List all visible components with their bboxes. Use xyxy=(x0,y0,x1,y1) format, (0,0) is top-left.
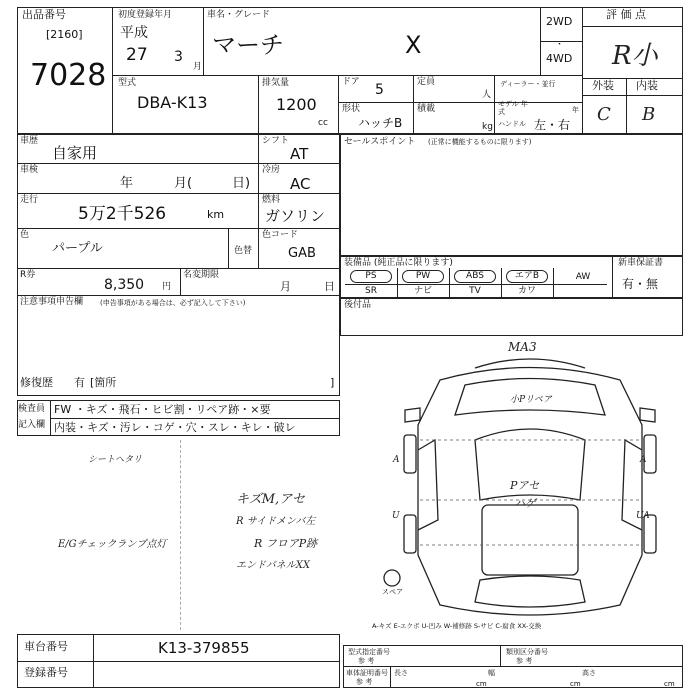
shift-value: AT xyxy=(290,145,309,163)
dealer-label: ディーラー・並行 xyxy=(500,80,556,88)
displacement-unit: cc xyxy=(318,118,328,128)
grade-score-label: 評 価 点 xyxy=(606,8,646,21)
note-scratch: キズM,アセ xyxy=(236,492,306,507)
class-label: 類別区分番号 xyxy=(506,648,548,656)
color-value: パープル xyxy=(52,241,103,256)
shape: ハッチB xyxy=(358,116,403,130)
repair-label: 修復歴 xyxy=(20,376,53,389)
recycle-unit: 円 xyxy=(162,282,172,292)
after-label: 後付品 xyxy=(344,300,372,310)
era: 平成 xyxy=(120,25,148,41)
equip-ps: PS xyxy=(350,270,392,283)
color-code-label: 色コード xyxy=(262,230,299,240)
history-label: 車歴 xyxy=(20,136,39,146)
cert-label: 車体証明番号 xyxy=(346,669,388,677)
capacity-unit: 人 xyxy=(482,90,492,100)
year-unit: 年 xyxy=(572,106,579,114)
lot-number: 7028 xyxy=(30,58,107,93)
color-label: 色 xyxy=(20,230,30,240)
lot-label: 出品番号 xyxy=(22,8,66,21)
width-unit: cm xyxy=(570,680,581,688)
car-grade: X xyxy=(405,31,422,59)
damage-legend: A-キズ E-エクボ U-凹み W-補修跡 S-サビ C-腐食 XX-交換 xyxy=(372,622,542,630)
color-change-label: 色替 xyxy=(234,246,253,256)
model-cert-label: 型式指定番号 xyxy=(348,648,390,656)
door-label: ドア xyxy=(342,77,360,87)
equip-tv: TV xyxy=(469,286,481,296)
new-warranty-label: 新車保証書 xyxy=(618,258,664,268)
repair-value: 有 xyxy=(74,376,85,389)
after-box xyxy=(340,298,683,336)
inspector-row-2: 内装・キズ・汚レ・コゲ・穴・スレ・キレ・破レ xyxy=(54,421,296,434)
inspection-month: 月( xyxy=(174,176,193,191)
length-unit: cm xyxy=(476,680,487,688)
reg-number-label: 登録番号 xyxy=(24,666,68,679)
history-value: 自家用 xyxy=(52,144,98,162)
sales-sub: (正常に機能するものに限ります) xyxy=(428,138,532,146)
handle-value: 左・右 xyxy=(534,118,571,132)
diag-mark-u-left: U xyxy=(392,511,400,521)
reg-year: 27 xyxy=(126,45,148,65)
ac-value: AC xyxy=(290,175,311,193)
load-unit: kg xyxy=(482,122,493,132)
diag-top-note: MA3 xyxy=(508,340,537,354)
mileage-unit: km xyxy=(207,208,225,221)
car-name-label: 車名・グレード xyxy=(207,10,271,20)
recycle-label: R券 xyxy=(20,270,36,280)
shift-label: シフト xyxy=(262,136,290,146)
notes-sub: (申告事項がある場合は、必ず記入して下さい) xyxy=(100,299,246,307)
lot-sub: [2160] xyxy=(46,28,83,41)
width-label: 幅 xyxy=(488,669,495,677)
note-end-panel: エンドパネルXX xyxy=(236,560,311,571)
dot-sep: ・ xyxy=(555,40,565,50)
note-seat-wear: シートヘタリ xyxy=(88,455,143,465)
interior-score: B xyxy=(642,104,656,125)
reg-month-unit: 月 xyxy=(193,62,203,72)
fuel-label: 燃料 xyxy=(262,195,281,205)
height-unit: cm xyxy=(664,680,675,688)
recycle-value: 8,350 xyxy=(104,277,145,293)
diag-mark-a-left-1: A xyxy=(393,455,400,465)
shape-label: 形状 xyxy=(342,104,361,114)
equip-airbag: エアB xyxy=(506,270,548,283)
exterior-label: 外装 xyxy=(592,79,614,92)
grade-score: R小 xyxy=(612,41,658,71)
doors: 5 xyxy=(375,82,384,98)
diag-upper-note: 小Pリペア xyxy=(510,395,552,405)
cert-sub: 参 考 xyxy=(356,678,373,686)
reg-month: 3 xyxy=(174,49,183,65)
model-cert-sub: 参 考 xyxy=(358,657,375,665)
model-year-label: モデル 年式 xyxy=(498,100,528,116)
load-label: 積載 xyxy=(417,104,436,114)
equip-navi: ナビ xyxy=(413,286,432,296)
note-engine-lamp: E/Gチェックランプ点灯 xyxy=(58,539,167,550)
note-floor: R フロアP跡 xyxy=(254,537,318,550)
note-side-member: R サイドメンバ左 xyxy=(236,516,316,527)
car-name: マーチ xyxy=(212,31,284,59)
equip-aw: AW xyxy=(575,272,591,282)
first-reg-label: 初度登録年月 xyxy=(118,10,173,20)
model-label: 型式 xyxy=(118,78,137,88)
model-code: DBA-K13 xyxy=(137,93,208,112)
capacity-label: 定員 xyxy=(417,77,436,87)
length-label: 長さ xyxy=(394,669,408,677)
diag-spare: スペア xyxy=(382,588,403,596)
diag-mark-ua-right: UA xyxy=(636,511,650,521)
name-change-day: 日 xyxy=(324,280,335,293)
equip-abs: ABS xyxy=(454,270,496,283)
equip-pw: PW xyxy=(402,270,444,283)
repair-bracket: [箇所 xyxy=(90,376,117,389)
exterior-score: C xyxy=(597,104,611,125)
inspector-label-1: 検査員 xyxy=(18,404,46,414)
diag-center-note-1: Pアセ xyxy=(510,479,540,492)
inspection-day: 日) xyxy=(232,176,251,191)
notes-label: 注意事項申告欄 xyxy=(20,297,84,307)
equip-leather: カワ xyxy=(517,286,536,296)
inspection-label: 車検 xyxy=(20,165,39,175)
sales-label: セールスポイント xyxy=(344,137,416,147)
color-code: GAB xyxy=(288,246,316,261)
class-sub: 参 考 xyxy=(516,657,533,665)
fuel-value: ガソリン xyxy=(265,207,326,225)
height-label: 高さ xyxy=(582,669,596,677)
mileage-label: 走行 xyxy=(20,195,39,205)
interior-label: 内装 xyxy=(636,79,658,92)
chassis-number: K13-379855 xyxy=(158,639,250,657)
inspector-row-1: FW ・キズ・飛石・ヒビ割・リペア跡・×要 xyxy=(54,403,271,416)
equip-sr: SR xyxy=(365,286,377,296)
fourwd-label: 4WD xyxy=(546,52,573,65)
details-box xyxy=(17,134,340,396)
name-change-label: 名変期限 xyxy=(183,270,220,280)
equipment-label: 装備品 (純正品に限ります) xyxy=(344,258,453,268)
mileage-value: 5万2千526 xyxy=(78,204,167,224)
displacement-label: 排気量 xyxy=(262,78,290,88)
chassis-label: 車台番号 xyxy=(24,640,68,653)
repair-close: ] xyxy=(330,376,335,389)
inspector-label-2: 記入欄 xyxy=(18,420,46,430)
inspection-year: 年 xyxy=(120,176,134,191)
new-warranty-value: 有・無 xyxy=(622,277,659,291)
ac-label: 冷房 xyxy=(262,165,281,175)
twowd-label: 2WD xyxy=(546,15,573,28)
name-change-month: 月 xyxy=(280,280,291,293)
sales-box xyxy=(340,134,683,256)
handle-label: ハンドル xyxy=(498,120,526,128)
diag-center-note-2: ハゲ xyxy=(514,497,536,510)
diag-mark-a-right: A xyxy=(640,455,647,465)
displacement: 1200 xyxy=(276,95,317,114)
